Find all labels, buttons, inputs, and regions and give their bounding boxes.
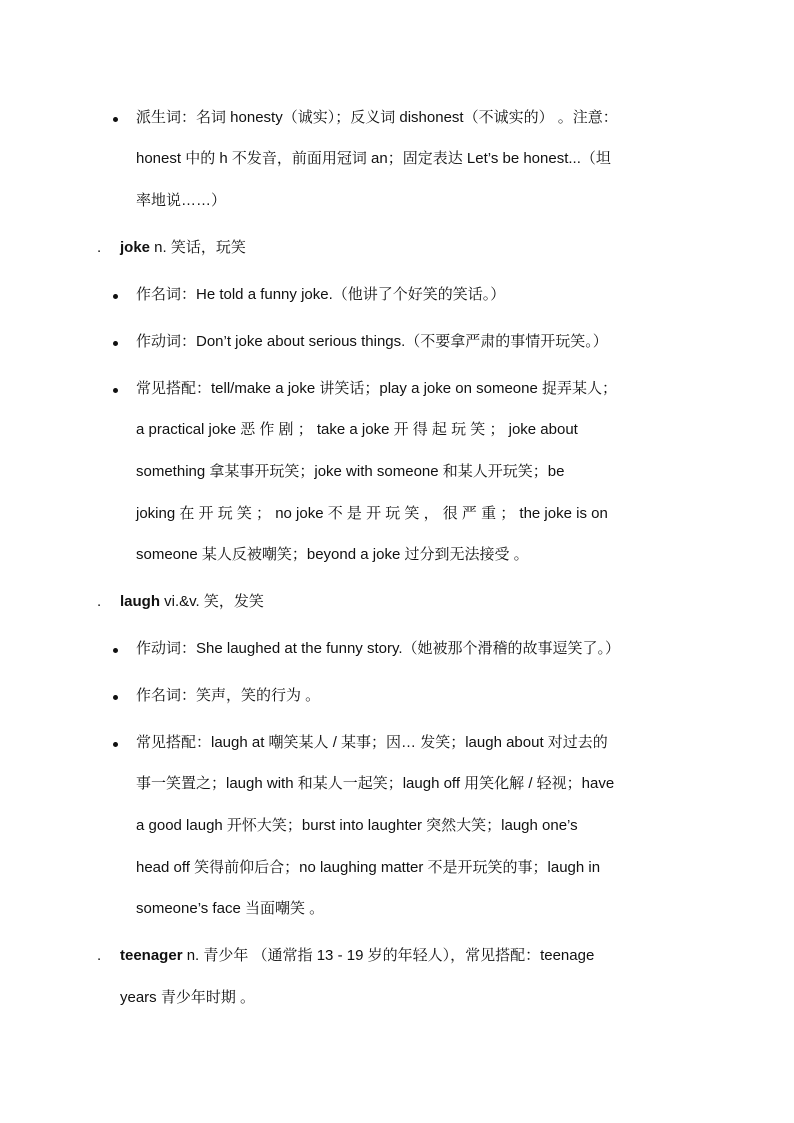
definition: n. 青少年 （通常指 13 - 19 岁的年轻人），常见搭配：teenage [182,947,595,964]
text-line: 常见搭配：tell/make a joke 讲笑话；play a joke on someone 捉弄某人； [136,380,617,397]
list-marker: . [97,593,102,610]
definition: vi.&v. 笑，发笑 [160,593,264,610]
list-marker: . [97,947,102,964]
entry-heading [120,592,264,612]
entry-heading [120,238,246,258]
definition: n. 笑话，玩笑 [150,239,246,256]
bullet-icon [113,648,118,653]
text-line: years 青少年时期 。 [120,989,256,1006]
bullet-icon [113,742,118,747]
head-word: teenager [120,947,183,964]
text-line: 作动词：She laughed at the funny story.（她被那个滑稽的故事逗笑了。） [136,640,621,657]
head-word: laugh [120,593,160,610]
bullet-icon [113,695,118,700]
text-line: 派生词：名词 honesty（诚实）；反义词 dishonest（不诚实的） 。注意： [136,109,618,126]
text-line: honest 中的 h 不发音，前面用冠词 an；固定表达 Let’s be honest...（坦 [136,150,611,167]
bullet-icon [113,294,118,299]
text-line: 事一笑置之；laugh with 和某人一起笑；laugh off 用笑化解 / 轻视；have [136,775,615,792]
text-line: something 拿某事开玩笑；joke with someone 和某人开玩笑；be [136,463,565,480]
head-word: joke [120,239,151,256]
text-line: someone’s face 当面嘲笑 。 [136,900,325,917]
text-line: a good laugh 开怀大笑；burst into laughter 突然大笑；laugh one’s [136,817,578,834]
bullet-icon [113,117,118,122]
entry-heading [120,946,594,966]
bullet-icon [113,341,118,346]
text-line: 作名词：笑声，笑的行为 。 [136,687,321,704]
text-line: 作名词：He told a funny joke.（他讲了个好笑的笑话。） [136,286,506,303]
list-marker: . [97,239,102,256]
bullet-icon [113,388,118,393]
text-line: 常见搭配：laugh at 嘲笑某人 / 某事；因… 发笑；laugh about 对过去的 [136,734,608,751]
text-line: a practical joke 恶 作 剧 ； take a joke 开 得 起 玩 笑 ； joke about [136,421,578,438]
text-line: 作动词：Don’t joke about serious things.（不要拿严肃的事情开玩笑。） [136,333,608,350]
text-line: someone 某人反被嘲笑；beyond a joke 过分到无法接受 。 [136,546,529,563]
text-line: 率地说……） [136,192,227,209]
text-line: head off 笑得前仰后合；no laughing matter 不是开玩笑的事；laugh in [136,859,601,876]
text-line: joking 在 开 玩 笑 ； no joke 不 是 开 玩 笑 ， 很 严 重 ； the joke is on [136,505,608,522]
